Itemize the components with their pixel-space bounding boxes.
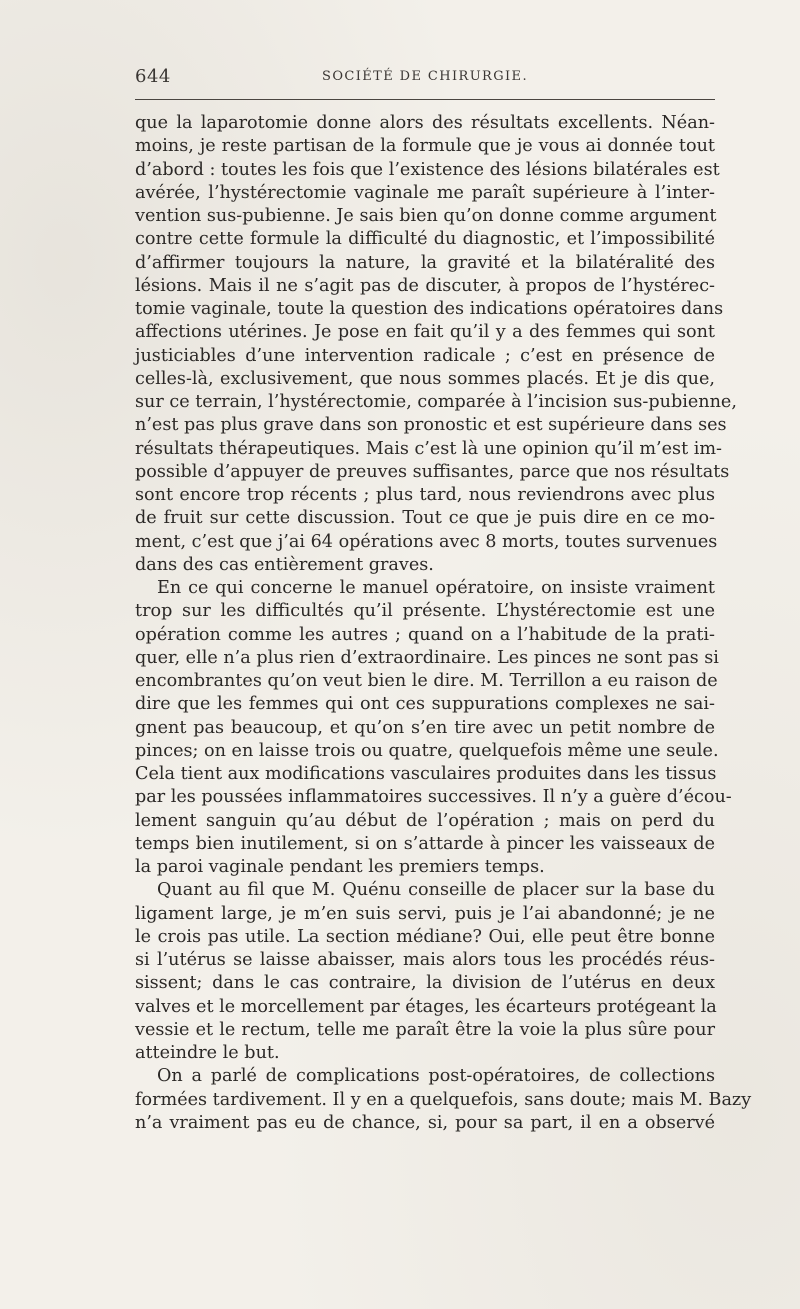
text-line: trop sur les difficultés qu’il présente. L’hystérectomie est une: [135, 601, 715, 622]
text-line: formées tardivement. Il y en a quelquefois, sans doute; mais M. Bazy: [135, 1089, 752, 1110]
text-line: tomie vaginale, toute la question des indications opératoires dans: [135, 299, 724, 319]
text-line: d’abord : toutes les fois que l’existence des lésions bilatérales est: [135, 159, 720, 180]
text-line: n’est pas plus grave dans son pronostic et est supérieure dans ses: [135, 415, 727, 436]
text-line: n’a vraiment pas eu de chance, si, pour sa part, il en a observé: [135, 1112, 715, 1133]
text-line: si l’utérus se laisse abaisser, mais alors tous les procédés réus-: [135, 950, 715, 970]
text-line: ment, c’est que j’ai 64 opérations avec 8 morts, toutes survenues: [135, 531, 718, 552]
text-line: d’affirmer toujours la nature, la gravité et la bilatéralité des: [135, 252, 715, 273]
text-line: contre cette formule la difficulté du diagnostic, et l’impossibilité: [135, 229, 715, 250]
text-line: sissent; dans le cas contraire, la division de l’utérus en deux: [135, 973, 715, 994]
text-line: résultats thérapeutiques. Mais c’est là une opinion qu’il m’est im-: [135, 438, 722, 459]
text-line: lésions. Mais il ne s’agit pas de discuter, à propos de l’hystérec-: [135, 275, 715, 296]
text-line: possible d’appuyer de preuves suffisantes, parce que nos résultats: [135, 461, 730, 482]
text-line: Cela tient aux modifications vasculaires produites dans les tissus: [135, 764, 717, 784]
text-line: la paroi vaginale pendant les premiers temps.: [135, 857, 545, 877]
text-line: gnent pas beaucoup, et qu’on s’en tire avec un petit nombre de: [135, 717, 715, 738]
text-line: le crois pas utile. La section médiane? Oui, elle peut être bonne: [135, 926, 715, 947]
text-line: avérée, l’hystérectomie vaginale me paraît supérieure à l’inter-: [135, 182, 715, 203]
text-line: sont encore trop récents ; plus tard, nous reviendrons avec plus: [135, 485, 715, 505]
running-title: SOCIÉTÉ DE CHIRURGIE.: [322, 69, 528, 84]
page-header: [135, 66, 715, 94]
text-line: Quant au fil que M. Quénu conseille de placer sur la base du: [157, 880, 715, 901]
text-line: par les poussées inflammatoires successives. Il n’y a guère d’écou-: [135, 787, 732, 808]
text-line: On a parlé de complications post-opératoires, de collections: [157, 1066, 715, 1087]
text-line: justiciables d’une intervention radicale ; c’est en présence de: [135, 345, 715, 366]
text-line: pinces; on en laisse trois ou quatre, quelquefois même une seule.: [135, 740, 719, 761]
body-text: [135, 112, 752, 1135]
header-rule: [135, 99, 715, 100]
text-line: celles-là, exclusivement, que nous sommes placés. Et je dis que,: [135, 368, 715, 389]
paragraph: [135, 879, 715, 1065]
text-line: que la laparotomie donne alors des résultats excellents. Néan-: [135, 113, 715, 133]
text-line: moins, je reste partisan de la formule que je vous ai donnée tout: [135, 136, 715, 157]
text-line: sur ce terrain, l’hystérectomie, comparée à l’incision sus-pubienne,: [135, 392, 737, 412]
text-line: vention sus-pubienne. Je sais bien qu’on donne comme argument: [135, 206, 717, 226]
text-line: de fruit sur cette discussion. Tout ce que je puis dire en ce mo-: [135, 508, 715, 529]
paragraph: [135, 1065, 752, 1135]
text-line: quer, elle n’a plus rien d’extraordinaire. Les pinces ne sont pas si: [135, 647, 719, 668]
text-line: En ce qui concerne le manuel opératoire, on insiste vraiment: [157, 578, 715, 598]
text-line: dans des cas entièrement graves.: [135, 554, 434, 575]
text-line: opération comme les autres ; quand on a l’habitude de la prati-: [135, 624, 715, 645]
text-line: ligament large, je m’en suis servi, puis je l’ai abandonné; je ne: [135, 903, 715, 924]
page-number: 644: [135, 66, 171, 87]
text-line: valves et le morcellement par étages, les écarteurs protégeant la: [135, 996, 717, 1017]
text-line: encombrantes qu’on veut bien le dire. M. Terrillon a eu raison de: [135, 671, 718, 691]
text-line: atteindre le but.: [135, 1043, 280, 1063]
text-line: vessie et le rectum, telle me paraît être la voie la plus sûre pour: [135, 1019, 715, 1040]
paragraph: [135, 577, 732, 879]
paragraph: [135, 112, 737, 577]
text-line: dire que les femmes qui ont ces suppurations complexes ne sai-: [135, 694, 715, 715]
text-line: temps bien inutilement, si on s’attarde à pincer les vaisseaux de: [135, 833, 715, 854]
text-line: lement sanguin qu’au début de l’opération ; mais on perd du: [135, 810, 715, 831]
text-line: affections utérines. Je pose en fait qu’il y a des femmes qui sont: [135, 322, 715, 343]
